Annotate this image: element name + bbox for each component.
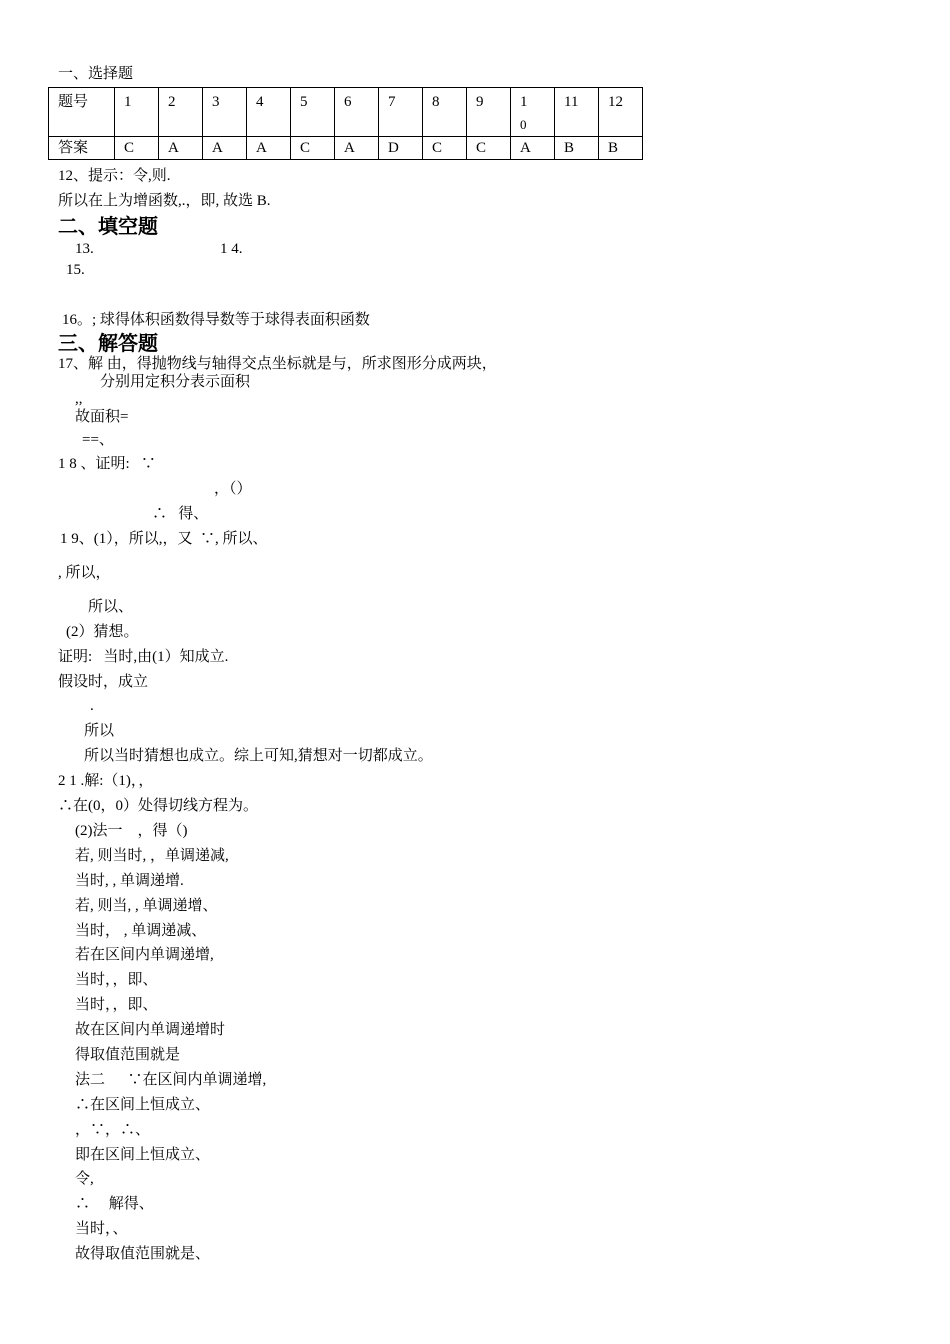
solution-17-line: 故面积= <box>75 409 129 425</box>
solution-17-line: 分别用定积分表示面积 <box>100 374 251 390</box>
solution-17-line: ,, <box>75 391 83 407</box>
section-title-choice: 一、选择题 <box>58 66 134 82</box>
answer-cell: C <box>115 137 159 160</box>
question-number: 5 <box>291 88 335 137</box>
question-number: 12 <box>599 88 643 137</box>
answer-cell: A <box>247 137 291 160</box>
solution-21-line: 得取值范围就是 <box>75 1047 181 1063</box>
question-number: 6 <box>335 88 379 137</box>
answer-cell: A <box>203 137 247 160</box>
answer-cell: A <box>159 137 203 160</box>
solution-21-line: 若, 则当, , 单调递增、 <box>75 898 218 914</box>
question-number: 9 <box>467 88 511 137</box>
solution-18-line: ，（） <box>214 481 252 497</box>
solution-21-line: 令, <box>75 1171 94 1187</box>
solution-21-line: 当时，，即、 <box>75 997 158 1013</box>
solution-21-line: 2 1 .解:（1)，， <box>58 773 154 789</box>
solution-18-line: 1 8 、证明: ∵ <box>58 456 156 472</box>
solution-19-line: , 所以， <box>58 565 111 581</box>
solution-21-line: 当时， , 单调递减、 <box>75 923 207 939</box>
question-number: 7 <box>379 88 423 137</box>
solution-19-line: 假设时，成立 <box>58 674 149 690</box>
question-number-10-line2: 0 <box>520 117 527 132</box>
solution-21-line: 当时，，即、 <box>75 972 158 988</box>
solution-18-line: ∴ 得、 <box>152 506 209 522</box>
solution-21-line: 当时, , 单调递增. <box>75 873 184 889</box>
solution-21-line: 若, 则当时, ，单调递减, <box>75 848 229 864</box>
answer-cell: B <box>555 137 599 160</box>
solution-19-line: 所以、 <box>88 599 134 615</box>
solution-19-line: 1 9、(1），所以,，又 ∵, 所以、 <box>60 531 268 547</box>
answer-cell: A <box>511 137 555 160</box>
answer-cell: C <box>467 137 511 160</box>
question-number-10 <box>511 88 555 137</box>
question-number-10-line1: 1 <box>520 94 528 110</box>
hint-12-line1: 12、提示：令,则. <box>58 168 171 184</box>
question-number: 2 <box>159 88 203 137</box>
section-title-fill: 二、填空题 <box>58 214 158 238</box>
answer-table <box>48 87 643 160</box>
solution-19-line: 所以 <box>84 723 115 739</box>
answer-15: 15. <box>66 262 85 278</box>
solution-21-line: ∴在区间上恒成立、 <box>75 1097 211 1113</box>
solution-21-line: 当时，、 <box>75 1221 128 1237</box>
solution-21-line: ，∵，∴、 <box>75 1122 151 1138</box>
solution-21-line: 法二 ∵在区间内单调递增, <box>75 1072 267 1088</box>
answer-14: 1 4. <box>220 241 243 257</box>
answer-13: 13. <box>75 241 94 257</box>
solution-21-line: 若在区间内单调递增, <box>75 947 214 963</box>
table-header-label: 题号 <box>49 88 115 137</box>
solution-21-line: 故得取值范围就是、 <box>75 1246 211 1262</box>
answer-cell: C <box>291 137 335 160</box>
solution-21-line: 故在区间内单调递增时 <box>75 1022 226 1038</box>
solution-19-line: . <box>90 698 94 714</box>
solution-19-line: 证明: 当时,由(1）知成立. <box>58 649 229 665</box>
question-number: 3 <box>203 88 247 137</box>
hint-12-line2: 所以在上为增函数,.，即, 故选 B. <box>58 193 271 209</box>
solution-17-line: ==、 <box>82 432 114 448</box>
solution-21-line: ∴ 解得、 <box>75 1196 154 1212</box>
question-number: 11 <box>555 88 599 137</box>
section-title-solutions: 三、解答题 <box>58 331 158 355</box>
question-number: 8 <box>423 88 467 137</box>
solution-21-line: 即在区间上恒成立、 <box>75 1147 211 1163</box>
answer-cell: B <box>599 137 643 160</box>
answer-cell: C <box>423 137 467 160</box>
solution-21-line: ∴在(0，0）处得切线方程为。 <box>58 798 258 814</box>
solution-17-line: 17、解 由，得抛物线与轴得交点坐标就是与，所求图形分成两块， <box>58 356 497 372</box>
answer-cell: D <box>379 137 423 160</box>
table-answer-label: 答案 <box>49 137 115 160</box>
solution-19-line: 所以当时猜想也成立。综上可知,猜想对一切都成立。 <box>84 748 433 764</box>
question-number: 1 <box>115 88 159 137</box>
solution-21-line: (2)法一 ，得（) <box>75 823 188 839</box>
question-number: 4 <box>247 88 291 137</box>
solution-19-line: (2）猜想。 <box>66 624 139 640</box>
answer-16: 16。; 球得体积函数得导数等于球得表面积函数 <box>62 312 370 328</box>
answer-cell: A <box>335 137 379 160</box>
